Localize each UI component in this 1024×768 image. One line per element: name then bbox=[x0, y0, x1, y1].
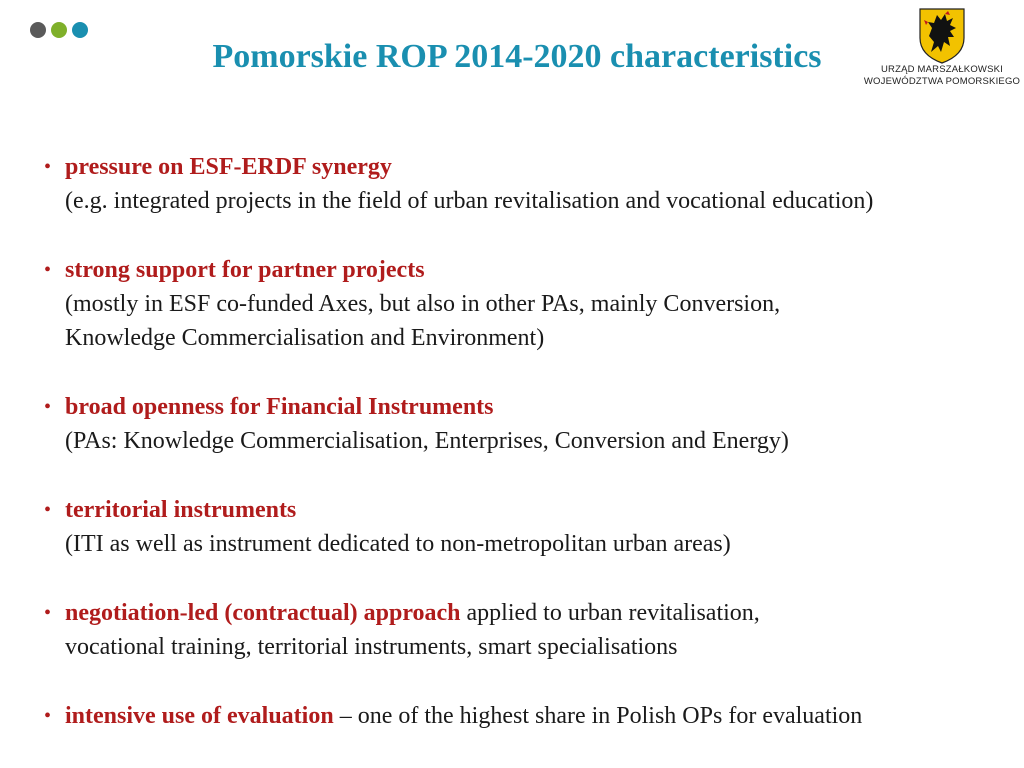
office-logo bbox=[860, 6, 1024, 88]
list-item bbox=[40, 699, 862, 733]
slide-title: Pomorskie ROP 2014-2020 characteristics bbox=[212, 38, 822, 75]
bullet-icon: • bbox=[44, 705, 52, 727]
bullet-icon: • bbox=[44, 156, 52, 178]
logo-text-line-2: WOJEWÓDZTWA POMORSKIEGO bbox=[863, 76, 1021, 87]
griffin-coat-of-arms-icon bbox=[917, 6, 967, 64]
item-heading: negotiation-led (contractual) approach bbox=[65, 600, 461, 626]
bullet-icon: • bbox=[44, 602, 52, 624]
item-detail: Knowledge Commercialisation and Environment) bbox=[65, 325, 545, 351]
dot-green bbox=[51, 22, 67, 38]
item-heading: strong support for partner projects bbox=[65, 257, 425, 283]
item-detail: (mostly in ESF co-funded Axes, but also in other PAs, mainly Conversion, bbox=[65, 291, 781, 317]
list-item bbox=[40, 253, 780, 355]
bullet-icon: • bbox=[44, 259, 52, 281]
list-item bbox=[40, 150, 873, 218]
dot-blue bbox=[72, 22, 88, 38]
item-tail: applied to urban revitalisation, bbox=[460, 600, 760, 626]
logo-text-line-1: URZĄD MARSZAŁKOWSKI bbox=[880, 64, 1004, 75]
bullet-icon: • bbox=[44, 499, 52, 521]
item-tail: – one of the highest share in Polish OPs for evaluation bbox=[333, 703, 863, 729]
decorative-dots bbox=[30, 22, 88, 38]
bullet-icon: • bbox=[44, 396, 52, 418]
item-detail: vocational training, territorial instruments, smart specialisations bbox=[65, 634, 678, 660]
list-item bbox=[40, 596, 760, 664]
item-detail: (PAs: Knowledge Commercialisation, Enterprises, Conversion and Energy) bbox=[65, 428, 789, 454]
dot-grey bbox=[30, 22, 46, 38]
item-heading: pressure on ESF-ERDF synergy bbox=[65, 154, 392, 180]
list-item bbox=[40, 390, 789, 458]
item-heading: intensive use of evaluation bbox=[65, 703, 334, 729]
item-heading: broad openness for Financial Instruments bbox=[65, 394, 494, 420]
item-detail: (ITI as well as instrument dedicated to non-metropolitan urban areas) bbox=[65, 531, 731, 557]
item-detail: (e.g. integrated projects in the field of urban revitalisation and vocational education) bbox=[65, 188, 874, 214]
list-item bbox=[40, 493, 731, 561]
item-heading: territorial instruments bbox=[65, 497, 297, 523]
